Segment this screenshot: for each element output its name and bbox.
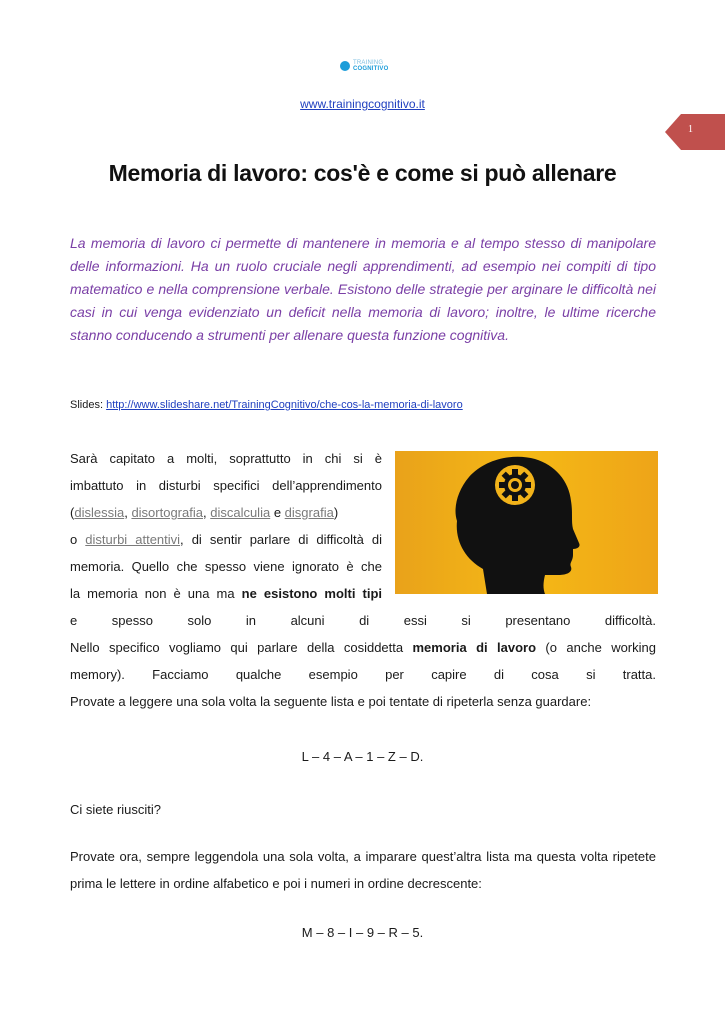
link-disturbi-attentivi[interactable]: disturbi attentivi xyxy=(85,532,181,547)
text: ( xyxy=(70,505,75,520)
sequence-1: L – 4 – A – 1 – Z – D. xyxy=(301,749,424,764)
body-line: Sarà capitato a molti, soprattutto in chi si è xyxy=(70,451,382,466)
logo-text-bottom: COGNITIVO xyxy=(353,66,389,72)
logo-text xyxy=(353,60,388,72)
logo-text-top: TRAINING xyxy=(353,60,384,66)
body-line: e spesso solo in alcuni di essi si presentano difficoltà. xyxy=(70,613,656,628)
link-discalculia[interactable]: discalculia xyxy=(210,505,271,520)
text: (o anche working xyxy=(536,640,656,655)
sequence-2: M – 8 – I – 9 – R – 5. xyxy=(301,925,424,940)
link-disortografia[interactable]: disortografia xyxy=(131,505,203,520)
link-dislessia[interactable]: dislessia xyxy=(74,505,125,520)
wrapped-column-text xyxy=(70,445,382,607)
page-tab-arrow-icon xyxy=(665,114,725,150)
body-line xyxy=(70,634,656,661)
text: , xyxy=(202,505,211,520)
text: ) xyxy=(333,505,339,520)
training-cognitivo-logo xyxy=(340,60,388,72)
body-line: memory). Facciamo qualche esempio per capire di cosa si tratta. xyxy=(70,667,656,682)
site-url-link[interactable]: www.trainingcognitivo.it xyxy=(300,97,425,111)
body-line: memoria. Quello che spesso viene ignorato è che xyxy=(70,559,382,574)
article-title: Memoria di lavoro: cos'è e come si può allenare xyxy=(108,160,617,186)
text: e xyxy=(270,505,285,520)
text: , xyxy=(124,505,132,520)
paragraph-2: Provate ora, sempre leggendola una sola volta, a imparare quest’altra lista ma questa volta ripetete prima le lettere in ordine alfabetico e poi i numeri in ordine decrescente: xyxy=(70,849,656,891)
body-line: Provate a leggere una sola volta la seguente lista e poi tentate di ripeterla senza guardare: xyxy=(70,694,592,709)
text: la memoria non è una ma xyxy=(70,586,242,601)
slides-label: Slides: xyxy=(70,399,107,411)
body-line: imbattuto in disturbi specifici dell’apprendimento xyxy=(70,478,382,493)
question-text: Ci siete riusciti? xyxy=(70,802,162,817)
page-number: 1 xyxy=(688,124,693,135)
page-number-tab xyxy=(665,114,725,150)
body-line xyxy=(70,580,382,607)
brain-icon xyxy=(340,61,350,71)
body-line xyxy=(70,526,382,553)
bold-text: ne esistono molti tipi xyxy=(241,586,382,601)
body-paragraph xyxy=(70,445,656,715)
slides-link[interactable]: http://www.slideshare.net/TrainingCognitivo/che-cos-la-memoria-di-lavoro xyxy=(106,399,463,411)
text: o xyxy=(70,532,86,547)
intro-paragraph: La memoria di lavoro ci permette di mantenere in memoria e al tempo stesso di manipolare delle informazioni. Ha un ruolo cruciale negli apprendimenti, ad esempio nei compiti di tipo matematico e nella comprensione verbale. Esistono delle strategie per arginare le difficoltà nei casi in cui venga evidenziato un deficit nella memoria di lavoro; inoltre, le ultime ricerche stanno conducendo a strumenti per allenare questa funzione cognitiva. xyxy=(70,235,656,343)
text: Nello specifico vogliamo qui parlare della cosiddetta xyxy=(70,640,413,655)
body-line-links xyxy=(70,499,382,526)
bold-text: memoria di lavoro xyxy=(412,640,537,655)
text: , di sentir parlare di difficoltà di xyxy=(180,532,382,547)
link-disgrafia[interactable]: disgrafia xyxy=(284,505,334,520)
slides-line xyxy=(70,399,463,411)
